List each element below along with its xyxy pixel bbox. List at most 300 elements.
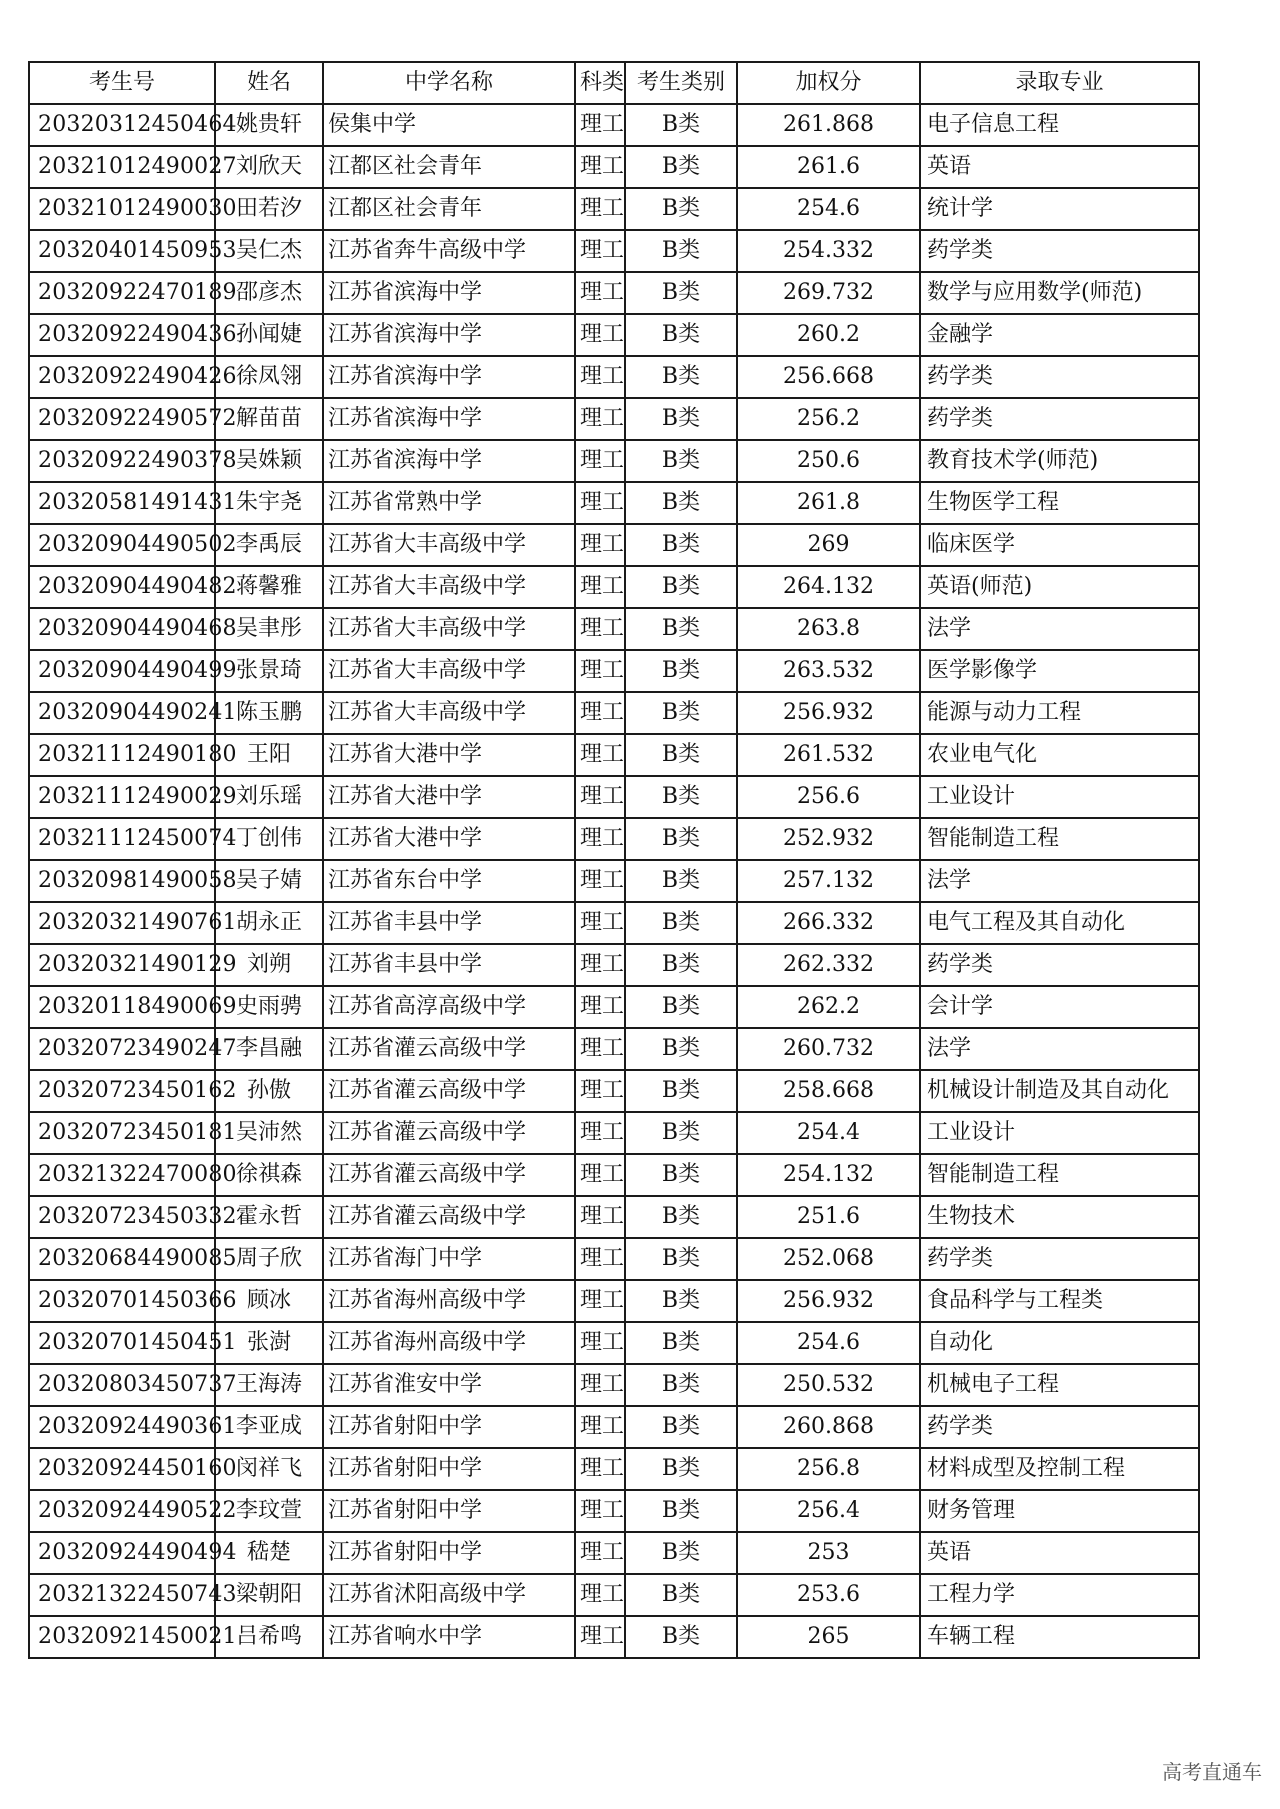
cell-score: 260.732 bbox=[737, 1028, 920, 1070]
cell-school: 江苏省射阳中学 bbox=[323, 1406, 575, 1448]
table-body bbox=[29, 104, 1199, 1658]
cell-category: B类 bbox=[625, 1574, 737, 1616]
cell-subject: 理工 bbox=[575, 230, 625, 272]
cell-score: 261.8 bbox=[737, 482, 920, 524]
table-row bbox=[29, 440, 1199, 482]
table-row bbox=[29, 734, 1199, 776]
cell-exam-id: 20321012490027 bbox=[29, 146, 215, 188]
cell-score: 261.6 bbox=[737, 146, 920, 188]
cell-school: 江苏省大丰高级中学 bbox=[323, 608, 575, 650]
cell-exam-id: 20320684490085 bbox=[29, 1238, 215, 1280]
cell-name: 姚贵轩 bbox=[215, 104, 323, 146]
cell-score: 257.132 bbox=[737, 860, 920, 902]
cell-name: 梁朝阳 bbox=[215, 1574, 323, 1616]
cell-name: 李亚成 bbox=[215, 1406, 323, 1448]
cell-subject: 理工 bbox=[575, 1028, 625, 1070]
cell-category: B类 bbox=[625, 440, 737, 482]
cell-category: B类 bbox=[625, 356, 737, 398]
header-major: 录取专业 bbox=[920, 62, 1199, 104]
cell-major: 临床医学 bbox=[920, 524, 1199, 566]
cell-exam-id: 20320904490502 bbox=[29, 524, 215, 566]
cell-major: 工业设计 bbox=[920, 776, 1199, 818]
cell-major: 财务管理 bbox=[920, 1490, 1199, 1532]
cell-school: 江苏省灌云高级中学 bbox=[323, 1196, 575, 1238]
table-row bbox=[29, 608, 1199, 650]
cell-score: 251.6 bbox=[737, 1196, 920, 1238]
cell-score: 263.8 bbox=[737, 608, 920, 650]
cell-name: 王海涛 bbox=[215, 1364, 323, 1406]
cell-category: B类 bbox=[625, 1112, 737, 1154]
cell-major: 会计学 bbox=[920, 986, 1199, 1028]
cell-major: 自动化 bbox=[920, 1322, 1199, 1364]
cell-category: B类 bbox=[625, 1070, 737, 1112]
cell-name: 顾冰 bbox=[215, 1280, 323, 1322]
cell-school: 江苏省海州高级中学 bbox=[323, 1322, 575, 1364]
cell-name: 吴沛然 bbox=[215, 1112, 323, 1154]
cell-name: 解苗苗 bbox=[215, 398, 323, 440]
cell-school: 江苏省灌云高级中学 bbox=[323, 1112, 575, 1154]
cell-score: 258.668 bbox=[737, 1070, 920, 1112]
cell-category: B类 bbox=[625, 1196, 737, 1238]
cell-name: 刘朔 bbox=[215, 944, 323, 986]
cell-score: 269 bbox=[737, 524, 920, 566]
cell-exam-id: 20321322470080 bbox=[29, 1154, 215, 1196]
cell-major: 英语 bbox=[920, 1532, 1199, 1574]
header-school: 中学名称 bbox=[323, 62, 575, 104]
cell-subject: 理工 bbox=[575, 608, 625, 650]
cell-subject: 理工 bbox=[575, 482, 625, 524]
cell-exam-id: 20320924450160 bbox=[29, 1448, 215, 1490]
cell-category: B类 bbox=[625, 314, 737, 356]
cell-school: 江苏省海门中学 bbox=[323, 1238, 575, 1280]
cell-category: B类 bbox=[625, 1238, 737, 1280]
cell-name: 张澍 bbox=[215, 1322, 323, 1364]
cell-school: 江苏省常熟中学 bbox=[323, 482, 575, 524]
cell-exam-id: 20320312450464 bbox=[29, 104, 215, 146]
cell-exam-id: 20320118490069 bbox=[29, 986, 215, 1028]
table-row bbox=[29, 1028, 1199, 1070]
table-row bbox=[29, 860, 1199, 902]
cell-subject: 理工 bbox=[575, 986, 625, 1028]
cell-category: B类 bbox=[625, 230, 737, 272]
cell-exam-id: 20320922490378 bbox=[29, 440, 215, 482]
cell-name: 孙闻婕 bbox=[215, 314, 323, 356]
cell-name: 李禹辰 bbox=[215, 524, 323, 566]
cell-school: 江苏省射阳中学 bbox=[323, 1448, 575, 1490]
cell-exam-id: 20320922490572 bbox=[29, 398, 215, 440]
cell-subject: 理工 bbox=[575, 860, 625, 902]
header-row bbox=[29, 62, 1199, 104]
cell-major: 法学 bbox=[920, 860, 1199, 902]
cell-exam-id: 20320922490426 bbox=[29, 356, 215, 398]
cell-school: 江苏省大港中学 bbox=[323, 776, 575, 818]
cell-major: 能源与动力工程 bbox=[920, 692, 1199, 734]
header-exam-id: 考生号 bbox=[29, 62, 215, 104]
cell-score: 266.332 bbox=[737, 902, 920, 944]
cell-school: 江苏省丰县中学 bbox=[323, 902, 575, 944]
cell-score: 256.4 bbox=[737, 1490, 920, 1532]
cell-exam-id: 20320904490499 bbox=[29, 650, 215, 692]
cell-subject: 理工 bbox=[575, 440, 625, 482]
cell-major: 材料成型及控制工程 bbox=[920, 1448, 1199, 1490]
cell-name: 吴子婧 bbox=[215, 860, 323, 902]
cell-school: 江苏省响水中学 bbox=[323, 1616, 575, 1658]
cell-category: B类 bbox=[625, 608, 737, 650]
table-row bbox=[29, 776, 1199, 818]
cell-score: 254.332 bbox=[737, 230, 920, 272]
cell-subject: 理工 bbox=[575, 734, 625, 776]
table-row bbox=[29, 524, 1199, 566]
table-row bbox=[29, 1322, 1199, 1364]
cell-score: 256.668 bbox=[737, 356, 920, 398]
cell-name: 徐祺森 bbox=[215, 1154, 323, 1196]
cell-school: 江苏省滨海中学 bbox=[323, 398, 575, 440]
cell-category: B类 bbox=[625, 524, 737, 566]
cell-school: 江苏省灌云高级中学 bbox=[323, 1070, 575, 1112]
cell-school: 江苏省滨海中学 bbox=[323, 314, 575, 356]
cell-score: 264.132 bbox=[737, 566, 920, 608]
cell-school: 江苏省海州高级中学 bbox=[323, 1280, 575, 1322]
cell-name: 陈玉鹏 bbox=[215, 692, 323, 734]
cell-name: 霍永哲 bbox=[215, 1196, 323, 1238]
cell-major: 智能制造工程 bbox=[920, 1154, 1199, 1196]
cell-name: 李玟萱 bbox=[215, 1490, 323, 1532]
cell-subject: 理工 bbox=[575, 314, 625, 356]
cell-subject: 理工 bbox=[575, 1574, 625, 1616]
cell-school: 江苏省大丰高级中学 bbox=[323, 650, 575, 692]
cell-subject: 理工 bbox=[575, 1196, 625, 1238]
table-row bbox=[29, 650, 1199, 692]
cell-major: 食品科学与工程类 bbox=[920, 1280, 1199, 1322]
cell-name: 周子欣 bbox=[215, 1238, 323, 1280]
cell-school: 江苏省淮安中学 bbox=[323, 1364, 575, 1406]
cell-score: 254.6 bbox=[737, 188, 920, 230]
cell-subject: 理工 bbox=[575, 1238, 625, 1280]
cell-major: 车辆工程 bbox=[920, 1616, 1199, 1658]
table-row bbox=[29, 1448, 1199, 1490]
cell-major: 统计学 bbox=[920, 188, 1199, 230]
cell-major: 英语(师范) bbox=[920, 566, 1199, 608]
cell-category: B类 bbox=[625, 146, 737, 188]
table-row bbox=[29, 902, 1199, 944]
cell-major: 工程力学 bbox=[920, 1574, 1199, 1616]
cell-score: 250.532 bbox=[737, 1364, 920, 1406]
cell-exam-id: 20320701450366 bbox=[29, 1280, 215, 1322]
table-row bbox=[29, 272, 1199, 314]
table-row bbox=[29, 566, 1199, 608]
cell-category: B类 bbox=[625, 1448, 737, 1490]
cell-score: 253 bbox=[737, 1532, 920, 1574]
table-row bbox=[29, 1238, 1199, 1280]
cell-category: B类 bbox=[625, 818, 737, 860]
cell-score: 254.4 bbox=[737, 1112, 920, 1154]
cell-subject: 理工 bbox=[575, 1154, 625, 1196]
cell-category: B类 bbox=[625, 944, 737, 986]
cell-subject: 理工 bbox=[575, 524, 625, 566]
cell-score: 254.132 bbox=[737, 1154, 920, 1196]
cell-subject: 理工 bbox=[575, 1112, 625, 1154]
cell-name: 史雨骋 bbox=[215, 986, 323, 1028]
cell-exam-id: 20320924490361 bbox=[29, 1406, 215, 1448]
cell-subject: 理工 bbox=[575, 1322, 625, 1364]
cell-school: 江苏省大港中学 bbox=[323, 734, 575, 776]
cell-subject: 理工 bbox=[575, 1280, 625, 1322]
cell-exam-id: 20320924490522 bbox=[29, 1490, 215, 1532]
cell-score: 260.868 bbox=[737, 1406, 920, 1448]
cell-category: B类 bbox=[625, 566, 737, 608]
table-row bbox=[29, 230, 1199, 272]
cell-exam-id: 20321012490030 bbox=[29, 188, 215, 230]
cell-category: B类 bbox=[625, 860, 737, 902]
cell-school: 江苏省高淳高级中学 bbox=[323, 986, 575, 1028]
cell-name: 吴姝颖 bbox=[215, 440, 323, 482]
cell-name: 徐凤翎 bbox=[215, 356, 323, 398]
table-row bbox=[29, 314, 1199, 356]
cell-score: 252.932 bbox=[737, 818, 920, 860]
cell-subject: 理工 bbox=[575, 692, 625, 734]
cell-score: 250.6 bbox=[737, 440, 920, 482]
watermark-text: 高考直通车 bbox=[1162, 1760, 1262, 1784]
cell-score: 262.332 bbox=[737, 944, 920, 986]
cell-major: 医学影像学 bbox=[920, 650, 1199, 692]
cell-category: B类 bbox=[625, 734, 737, 776]
cell-major: 药学类 bbox=[920, 1238, 1199, 1280]
cell-school: 江都区社会青年 bbox=[323, 146, 575, 188]
cell-school: 江苏省东台中学 bbox=[323, 860, 575, 902]
cell-major: 药学类 bbox=[920, 356, 1199, 398]
cell-subject: 理工 bbox=[575, 356, 625, 398]
cell-exam-id: 20321112450074 bbox=[29, 818, 215, 860]
table-row bbox=[29, 1196, 1199, 1238]
cell-exam-id: 20320803450737 bbox=[29, 1364, 215, 1406]
cell-major: 机械设计制造及其自动化 bbox=[920, 1070, 1199, 1112]
cell-exam-id: 20321322450743 bbox=[29, 1574, 215, 1616]
cell-major: 农业电气化 bbox=[920, 734, 1199, 776]
table-row bbox=[29, 944, 1199, 986]
cell-category: B类 bbox=[625, 104, 737, 146]
cell-score: 254.6 bbox=[737, 1322, 920, 1364]
cell-name: 嵇楚 bbox=[215, 1532, 323, 1574]
cell-major: 法学 bbox=[920, 608, 1199, 650]
cell-exam-id: 20320581491431 bbox=[29, 482, 215, 524]
cell-major: 药学类 bbox=[920, 944, 1199, 986]
cell-major: 生物医学工程 bbox=[920, 482, 1199, 524]
cell-name: 李昌融 bbox=[215, 1028, 323, 1070]
cell-exam-id: 20321112490029 bbox=[29, 776, 215, 818]
cell-school: 江苏省沭阳高级中学 bbox=[323, 1574, 575, 1616]
cell-major: 药学类 bbox=[920, 230, 1199, 272]
cell-exam-id: 20320924490494 bbox=[29, 1532, 215, 1574]
cell-score: 256.2 bbox=[737, 398, 920, 440]
cell-school: 江苏省滨海中学 bbox=[323, 356, 575, 398]
cell-major: 机械电子工程 bbox=[920, 1364, 1199, 1406]
cell-school: 侯集中学 bbox=[323, 104, 575, 146]
cell-exam-id: 20320904490468 bbox=[29, 608, 215, 650]
cell-name: 朱宇尧 bbox=[215, 482, 323, 524]
cell-subject: 理工 bbox=[575, 1616, 625, 1658]
cell-category: B类 bbox=[625, 482, 737, 524]
cell-name: 刘乐瑶 bbox=[215, 776, 323, 818]
header-category: 考生类别 bbox=[625, 62, 737, 104]
cell-score: 261.868 bbox=[737, 104, 920, 146]
cell-subject: 理工 bbox=[575, 398, 625, 440]
table-row bbox=[29, 356, 1199, 398]
cell-name: 丁创伟 bbox=[215, 818, 323, 860]
cell-major: 数学与应用数学(师范) bbox=[920, 272, 1199, 314]
table-row bbox=[29, 818, 1199, 860]
table-row bbox=[29, 1406, 1199, 1448]
cell-subject: 理工 bbox=[575, 1448, 625, 1490]
cell-major: 金融学 bbox=[920, 314, 1199, 356]
cell-school: 江都区社会青年 bbox=[323, 188, 575, 230]
cell-school: 江苏省灌云高级中学 bbox=[323, 1154, 575, 1196]
cell-subject: 理工 bbox=[575, 1490, 625, 1532]
cell-subject: 理工 bbox=[575, 188, 625, 230]
cell-major: 智能制造工程 bbox=[920, 818, 1199, 860]
cell-name: 孙傲 bbox=[215, 1070, 323, 1112]
cell-subject: 理工 bbox=[575, 818, 625, 860]
cell-school: 江苏省滨海中学 bbox=[323, 272, 575, 314]
cell-category: B类 bbox=[625, 776, 737, 818]
cell-subject: 理工 bbox=[575, 944, 625, 986]
cell-category: B类 bbox=[625, 1490, 737, 1532]
cell-score: 261.532 bbox=[737, 734, 920, 776]
table-row bbox=[29, 104, 1199, 146]
cell-major: 药学类 bbox=[920, 398, 1199, 440]
cell-score: 256.932 bbox=[737, 692, 920, 734]
cell-school: 江苏省射阳中学 bbox=[323, 1532, 575, 1574]
cell-category: B类 bbox=[625, 398, 737, 440]
cell-exam-id: 20320401450953 bbox=[29, 230, 215, 272]
table-row bbox=[29, 692, 1199, 734]
table-row bbox=[29, 1532, 1199, 1574]
table-row bbox=[29, 1112, 1199, 1154]
cell-exam-id: 20320922490436 bbox=[29, 314, 215, 356]
table-row bbox=[29, 398, 1199, 440]
cell-major: 教育技术学(师范) bbox=[920, 440, 1199, 482]
cell-subject: 理工 bbox=[575, 902, 625, 944]
cell-category: B类 bbox=[625, 1532, 737, 1574]
cell-score: 256.6 bbox=[737, 776, 920, 818]
cell-school: 江苏省大丰高级中学 bbox=[323, 524, 575, 566]
cell-school: 江苏省射阳中学 bbox=[323, 1490, 575, 1532]
cell-name: 张景琦 bbox=[215, 650, 323, 692]
table-row bbox=[29, 188, 1199, 230]
cell-school: 江苏省奔牛高级中学 bbox=[323, 230, 575, 272]
cell-score: 269.732 bbox=[737, 272, 920, 314]
cell-score: 256.8 bbox=[737, 1448, 920, 1490]
cell-exam-id: 20320922470189 bbox=[29, 272, 215, 314]
cell-name: 王阳 bbox=[215, 734, 323, 776]
cell-score: 262.2 bbox=[737, 986, 920, 1028]
cell-school: 江苏省大丰高级中学 bbox=[323, 566, 575, 608]
cell-major: 电子信息工程 bbox=[920, 104, 1199, 146]
cell-category: B类 bbox=[625, 1364, 737, 1406]
cell-category: B类 bbox=[625, 272, 737, 314]
cell-major: 英语 bbox=[920, 146, 1199, 188]
cell-category: B类 bbox=[625, 1322, 737, 1364]
cell-name: 闵祥飞 bbox=[215, 1448, 323, 1490]
cell-exam-id: 20320723450332 bbox=[29, 1196, 215, 1238]
cell-score: 260.2 bbox=[737, 314, 920, 356]
cell-exam-id: 20320981490058 bbox=[29, 860, 215, 902]
cell-name: 田若汐 bbox=[215, 188, 323, 230]
cell-school: 江苏省滨海中学 bbox=[323, 440, 575, 482]
cell-school: 江苏省灌云高级中学 bbox=[323, 1028, 575, 1070]
cell-subject: 理工 bbox=[575, 272, 625, 314]
cell-subject: 理工 bbox=[575, 146, 625, 188]
table-row bbox=[29, 1490, 1199, 1532]
cell-subject: 理工 bbox=[575, 104, 625, 146]
cell-category: B类 bbox=[625, 1616, 737, 1658]
cell-school: 江苏省大丰高级中学 bbox=[323, 692, 575, 734]
cell-category: B类 bbox=[625, 1154, 737, 1196]
cell-subject: 理工 bbox=[575, 650, 625, 692]
cell-exam-id: 20321112490180 bbox=[29, 734, 215, 776]
header-name: 姓名 bbox=[215, 62, 323, 104]
cell-score: 263.532 bbox=[737, 650, 920, 692]
cell-score: 253.6 bbox=[737, 1574, 920, 1616]
cell-exam-id: 20320904490482 bbox=[29, 566, 215, 608]
table-row bbox=[29, 1574, 1199, 1616]
cell-category: B类 bbox=[625, 188, 737, 230]
cell-exam-id: 20320723490247 bbox=[29, 1028, 215, 1070]
cell-exam-id: 20320723450162 bbox=[29, 1070, 215, 1112]
cell-category: B类 bbox=[625, 1280, 737, 1322]
cell-subject: 理工 bbox=[575, 1406, 625, 1448]
cell-name: 蒋馨雅 bbox=[215, 566, 323, 608]
cell-subject: 理工 bbox=[575, 1070, 625, 1112]
cell-name: 吴仁杰 bbox=[215, 230, 323, 272]
header-subject: 科类 bbox=[575, 62, 625, 104]
cell-name: 邵彦杰 bbox=[215, 272, 323, 314]
cell-category: B类 bbox=[625, 1028, 737, 1070]
header-score: 加权分 bbox=[737, 62, 920, 104]
cell-category: B类 bbox=[625, 692, 737, 734]
cell-exam-id: 20320921450021 bbox=[29, 1616, 215, 1658]
table-row bbox=[29, 482, 1199, 524]
table-row bbox=[29, 986, 1199, 1028]
cell-subject: 理工 bbox=[575, 776, 625, 818]
cell-exam-id: 20320904490241 bbox=[29, 692, 215, 734]
cell-name: 胡永正 bbox=[215, 902, 323, 944]
cell-category: B类 bbox=[625, 986, 737, 1028]
cell-major: 药学类 bbox=[920, 1406, 1199, 1448]
cell-major: 电气工程及其自动化 bbox=[920, 902, 1199, 944]
table-row bbox=[29, 1364, 1199, 1406]
cell-category: B类 bbox=[625, 650, 737, 692]
cell-subject: 理工 bbox=[575, 1364, 625, 1406]
cell-name: 刘欣天 bbox=[215, 146, 323, 188]
cell-school: 江苏省大港中学 bbox=[323, 818, 575, 860]
cell-school: 江苏省丰县中学 bbox=[323, 944, 575, 986]
cell-major: 工业设计 bbox=[920, 1112, 1199, 1154]
cell-subject: 理工 bbox=[575, 1532, 625, 1574]
cell-exam-id: 20320321490761 bbox=[29, 902, 215, 944]
cell-subject: 理工 bbox=[575, 566, 625, 608]
table-row bbox=[29, 1070, 1199, 1112]
cell-exam-id: 20320321490129 bbox=[29, 944, 215, 986]
admission-table bbox=[28, 61, 1200, 1659]
cell-score: 252.068 bbox=[737, 1238, 920, 1280]
cell-exam-id: 20320723450181 bbox=[29, 1112, 215, 1154]
cell-major: 生物技术 bbox=[920, 1196, 1199, 1238]
table-row bbox=[29, 146, 1199, 188]
cell-category: B类 bbox=[625, 902, 737, 944]
cell-score: 265 bbox=[737, 1616, 920, 1658]
cell-major: 法学 bbox=[920, 1028, 1199, 1070]
cell-name: 吕希鸣 bbox=[215, 1616, 323, 1658]
